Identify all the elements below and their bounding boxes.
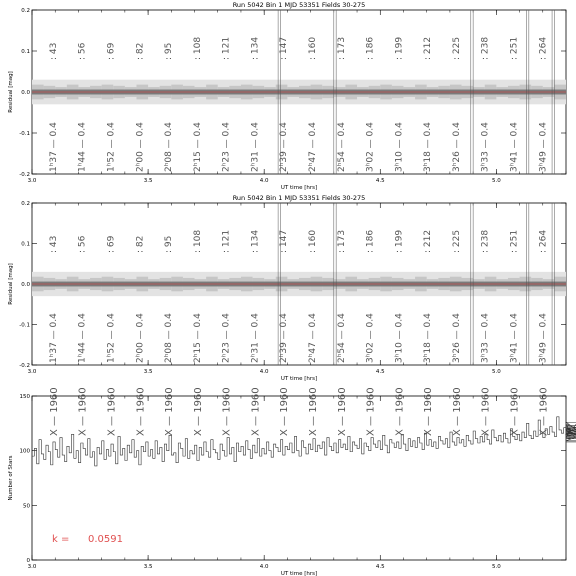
field-number-label: : 43 <box>48 235 59 253</box>
x-tick-label: 5.0 <box>491 369 501 375</box>
y-tick-label: 150 <box>19 394 30 400</box>
panel-title: Run 5042 Bin 1 MJD 53351 Fields 30-275 <box>232 194 366 202</box>
field-number-label: : 173 <box>336 36 347 60</box>
count-marker-label: X — 1960 <box>164 387 176 436</box>
y-tick-label: 0.1 <box>21 49 30 55</box>
field-number-label: : 199 <box>394 229 405 253</box>
field-number-label: : 251 <box>509 229 520 253</box>
panel-2 <box>8 194 566 382</box>
x-tick-label: 4.0 <box>259 178 269 184</box>
y-tick-label: 100 <box>19 448 30 455</box>
field-number-label: : 43 <box>48 42 59 60</box>
field-number-label: : 134 <box>250 229 261 253</box>
field-number-label: : 147 <box>279 229 290 253</box>
y-tick-label: 0.0 <box>21 90 30 96</box>
field-number-label: : 264 <box>538 229 549 253</box>
count-marker-label: X — 1960 <box>250 387 262 436</box>
field-number-label: : 95 <box>164 42 175 60</box>
field-number-label: : 186 <box>365 36 376 60</box>
x-axis-label: UT time [hrs] <box>280 185 318 191</box>
field-number-label: : 264 <box>538 36 549 60</box>
panel-1 <box>8 1 566 191</box>
field-time-label: 3ʰ49 — 0.4 <box>538 122 549 172</box>
count-marker-label: X — 1960 <box>106 387 118 436</box>
field-time-label: 1ʰ52 — 0.4 <box>106 313 117 363</box>
field-time-label: 1ʰ44 — 0.4 <box>77 313 88 363</box>
y-tick-label: -0.2 <box>19 363 30 369</box>
field-time-label: 3ʰ10 — 0.4 <box>394 122 405 172</box>
field-time-label: 2ʰ54 — 0.4 <box>336 313 347 363</box>
field-number-label: : 212 <box>423 36 434 60</box>
k-label: k = <box>52 534 70 545</box>
field-number-label: : 69 <box>106 42 117 60</box>
field-time-label: 3ʰ33 — 0.4 <box>480 122 491 172</box>
x-tick-label: 3.0 <box>27 369 37 375</box>
x-tick-label: 3.0 <box>27 178 37 184</box>
field-time-label: 3ʰ18 — 0.4 <box>423 313 434 363</box>
count-marker-label: X — 1960 <box>480 387 492 436</box>
x-tick-label: 4.5 <box>375 178 385 184</box>
field-number-label: : 134 <box>250 36 261 60</box>
k-value: 0.0591 <box>88 534 123 545</box>
y-tick-label: -0.1 <box>19 322 30 329</box>
y-tick-label: -0.2 <box>19 172 30 178</box>
field-number-label: : 199 <box>394 36 405 60</box>
field-time-label: 3ʰ10 — 0.4 <box>394 313 405 363</box>
field-time-label: 3ʰ49 — 0.4 <box>538 313 549 363</box>
field-number-label: : 160 <box>308 229 319 253</box>
field-number-label: : 212 <box>423 229 434 253</box>
count-marker-label: X — 1960 <box>308 387 320 436</box>
y-axis-label: Number of Stars <box>8 455 14 501</box>
field-number-label: : 186 <box>365 229 376 253</box>
field-number-label: : 56 <box>77 42 88 60</box>
field-time-label: 1ʰ44 — 0.4 <box>77 122 88 172</box>
y-tick-label: 0.2 <box>21 8 30 14</box>
field-time-label: 2ʰ39 — 0.4 <box>279 313 290 363</box>
field-time-label: 3ʰ26 — 0.4 <box>451 313 462 363</box>
count-marker-label: X — 1960 <box>192 387 204 436</box>
count-marker-label: X — 1960 <box>279 387 291 436</box>
field-number-label: : 238 <box>480 229 491 253</box>
y-tick-label: -0.1 <box>19 131 30 137</box>
field-number-label: : 82 <box>135 42 146 60</box>
field-time-label: 3ʰ18 — 0.4 <box>423 122 434 172</box>
field-time-label: 2ʰ15 — 0.4 <box>192 313 203 363</box>
field-time-label: 2ʰ00 — 0.4 <box>135 313 146 363</box>
field-time-label: 2ʰ47 — 0.4 <box>308 122 319 172</box>
field-number-label: : 225 <box>451 36 462 60</box>
x-tick-label: 3.5 <box>143 564 153 570</box>
field-number-label: : 173 <box>336 229 347 253</box>
y-tick-label: 0.0 <box>21 282 30 288</box>
x-tick-label: 5.0 <box>491 564 501 570</box>
field-time-label: 2ʰ23 — 0.4 <box>221 122 232 172</box>
x-tick-label: 5.0 <box>491 178 501 184</box>
field-time-label: 2ʰ39 — 0.4 <box>279 122 290 172</box>
field-time-label: 2ʰ00 — 0.4 <box>135 122 146 172</box>
field-number-label: : 56 <box>77 235 88 253</box>
x-tick-label: 3.5 <box>143 369 153 375</box>
count-marker-label: X — 1960 <box>221 387 233 436</box>
x-tick-label: 4.5 <box>375 369 385 375</box>
count-marker-label: X — 1960 <box>423 387 435 436</box>
field-number-label: : 121 <box>221 229 232 253</box>
field-time-label: 3ʰ02 — 0.4 <box>365 122 376 172</box>
field-number-label: : 95 <box>164 235 175 253</box>
y-tick-label: 50 <box>23 503 30 510</box>
field-time-label: 2ʰ47 — 0.4 <box>308 313 319 363</box>
field-time-label: 2ʰ54 — 0.4 <box>336 122 347 172</box>
x-tick-label: 3.5 <box>143 178 153 184</box>
count-marker-label: X — 1960 <box>509 387 521 436</box>
field-time-label: 1ʰ52 — 0.4 <box>106 122 117 172</box>
field-time-label: 2ʰ08 — 0.4 <box>164 313 175 363</box>
field-number-label: : 121 <box>221 36 232 60</box>
field-number-label: : 82 <box>135 235 146 253</box>
field-number-label: : 147 <box>279 36 290 60</box>
y-tick-label: 0 <box>26 558 30 564</box>
field-time-label: 2ʰ31 — 0.4 <box>250 122 261 172</box>
count-marker-label: X — 1960 <box>394 387 406 436</box>
field-time-label: 1ʰ37 — 0.4 <box>48 313 59 363</box>
field-time-label: 2ʰ31 — 0.4 <box>250 313 261 363</box>
field-time-label: 3ʰ26 — 0.4 <box>451 122 462 172</box>
count-marker-label: X — 1960 <box>336 387 348 436</box>
count-marker-label: X — 1960 <box>451 387 463 436</box>
x-axis-label: UT time [hrs] <box>280 376 318 382</box>
x-tick-label: 4.0 <box>259 369 269 375</box>
count-marker-label: X — 1960 <box>48 387 60 436</box>
count-marker-label: X — 1960 <box>538 387 550 436</box>
field-time-label: 3ʰ41 — 0.4 <box>509 313 520 363</box>
x-tick-label: 4.0 <box>259 564 269 570</box>
field-time-label: 2ʰ15 — 0.4 <box>192 122 203 172</box>
field-time-label: 2ʰ08 — 0.4 <box>164 122 175 172</box>
x-axis-label: UT time [hrs] <box>280 571 318 576</box>
panel-title: Run 5042 Bin 1 MJD 53351 Fields 30-275 <box>232 1 366 9</box>
field-number-label: : 108 <box>192 229 203 253</box>
field-time-label: 1ʰ37 — 0.4 <box>48 122 59 172</box>
field-number-label: : 238 <box>480 36 491 60</box>
y-tick-label: 0.2 <box>21 201 30 207</box>
field-number-label: : 251 <box>509 36 520 60</box>
field-time-label: 2ʰ23 — 0.4 <box>221 313 232 363</box>
field-number-label: : 69 <box>106 235 117 253</box>
count-marker-label: X — 1960 <box>135 387 147 436</box>
count-marker-label: X — 1960 <box>365 387 377 436</box>
count-marker-label: X — 1960 <box>77 387 89 436</box>
x-tick-label: 4.5 <box>375 564 385 570</box>
panel-3 <box>8 387 576 576</box>
field-time-label: 3ʰ02 — 0.4 <box>365 313 376 363</box>
field-number-label: : 160 <box>308 36 319 60</box>
x-tick-label: 3.0 <box>27 564 37 570</box>
field-number-label: : 108 <box>192 36 203 60</box>
y-axis-label: Residual [mag] <box>8 71 14 113</box>
field-time-label: 3ʰ33 — 0.4 <box>480 313 491 363</box>
field-time-label: 3ʰ41 — 0.4 <box>509 122 520 172</box>
y-axis-label: Residual [mag] <box>8 263 14 305</box>
y-tick-label: 0.1 <box>21 241 30 248</box>
field-number-label: : 225 <box>451 229 462 253</box>
